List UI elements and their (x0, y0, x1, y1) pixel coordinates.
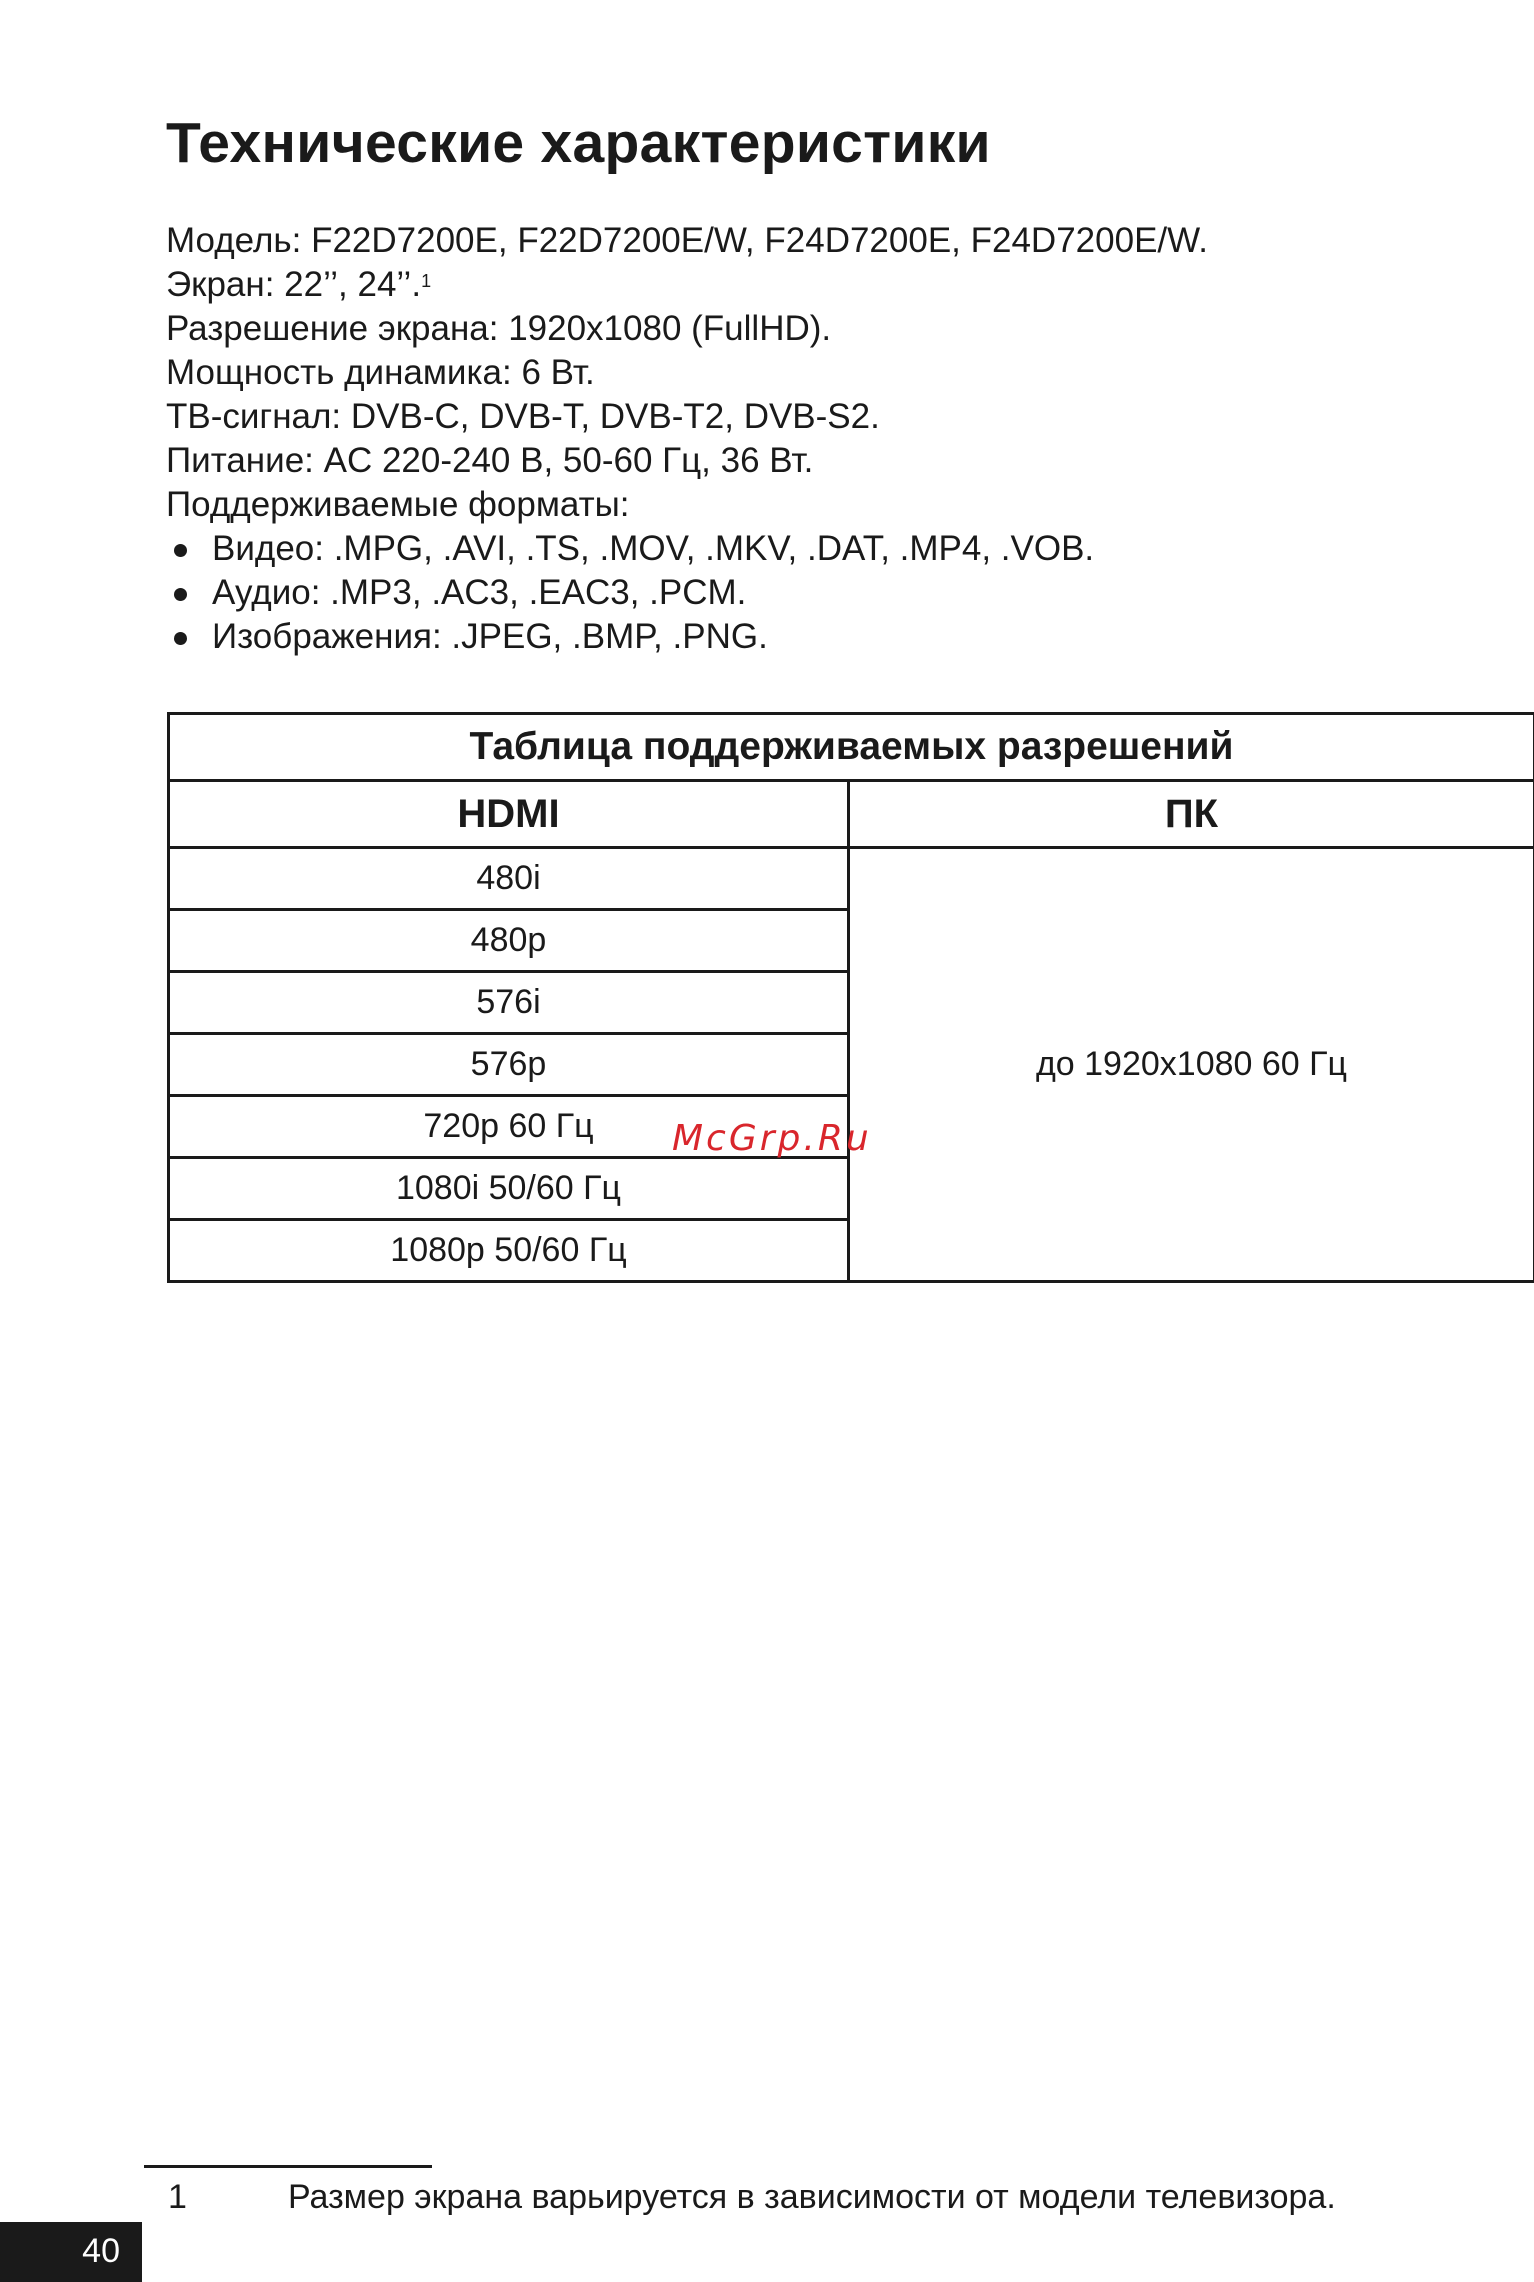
bullet-icon (174, 632, 187, 645)
format-audio-text: Аудио: .MP3, .AC3, .EAC3, .PCM. (212, 573, 747, 612)
table-header-hdmi: HDMI (169, 781, 849, 848)
bullet-icon (174, 588, 187, 601)
format-video-text: Видео: .MPG, .AVI, .TS, .MOV, .MKV, .DAT, .MP4, .VOB. (212, 529, 1095, 568)
spec-model: Модель: F22D7200E, F22D7200E/W, F24D7200E, F24D7200E/W. (166, 221, 1208, 260)
footnote-text: Размер экрана варьируется в зависимости от модели телевизора. (288, 2178, 1336, 2216)
table-row (169, 848, 1534, 910)
page-number: 40 (82, 2232, 120, 2270)
hdmi-cell: 576p (169, 1034, 849, 1096)
spec-screen (166, 263, 1208, 307)
table-header-pc: ПК (849, 781, 1534, 848)
bullet-icon (174, 544, 187, 557)
hdmi-cell: 480p (169, 910, 849, 972)
table-caption: Таблица поддерживаемых разрешений (169, 714, 1534, 781)
page-number-box (0, 2222, 142, 2282)
format-item-images (166, 615, 1208, 659)
spec-resolution: Разрешение экрана: 1920x1080 (FullHD). (166, 309, 832, 348)
page-title: Технические характеристики (166, 111, 991, 175)
spec-screen-text: Экран: 22’’, 24’’. (166, 265, 422, 304)
specs-list (166, 219, 1208, 659)
formats-list (166, 527, 1208, 659)
spec-speaker-power: Мощность динамика: 6 Вт. (166, 353, 595, 392)
format-images-text: Изображения: .JPEG, .BMP, .PNG. (212, 617, 768, 656)
spec-power: Питание: AC 220-240 В, 50-60 Гц, 36 Вт. (166, 441, 814, 480)
format-item-video (166, 527, 1208, 571)
resolutions-table (167, 712, 1534, 1283)
footnote-ref: 1 (421, 271, 432, 291)
watermark: McGrp.Ru (672, 1118, 872, 1159)
hdmi-cell: 1080p 50/60 Гц (169, 1220, 849, 1282)
spec-formats-label: Поддерживаемые форматы: (166, 485, 630, 524)
pc-cell: до 1920x1080 60 Гц (849, 848, 1534, 1282)
footnote-number: 1 (168, 2178, 187, 2216)
hdmi-cell: 480i (169, 848, 849, 910)
spec-tv-signal: ТВ-сигнал: DVB-C, DVB-T, DVB-T2, DVB-S2. (166, 397, 880, 436)
hdmi-cell: 720p 60 Гц (169, 1096, 849, 1158)
format-item-audio (166, 571, 1208, 615)
hdmi-cell: 1080i 50/60 Гц (169, 1158, 849, 1220)
hdmi-cell: 576i (169, 972, 849, 1034)
footnote-divider (144, 2165, 432, 2168)
